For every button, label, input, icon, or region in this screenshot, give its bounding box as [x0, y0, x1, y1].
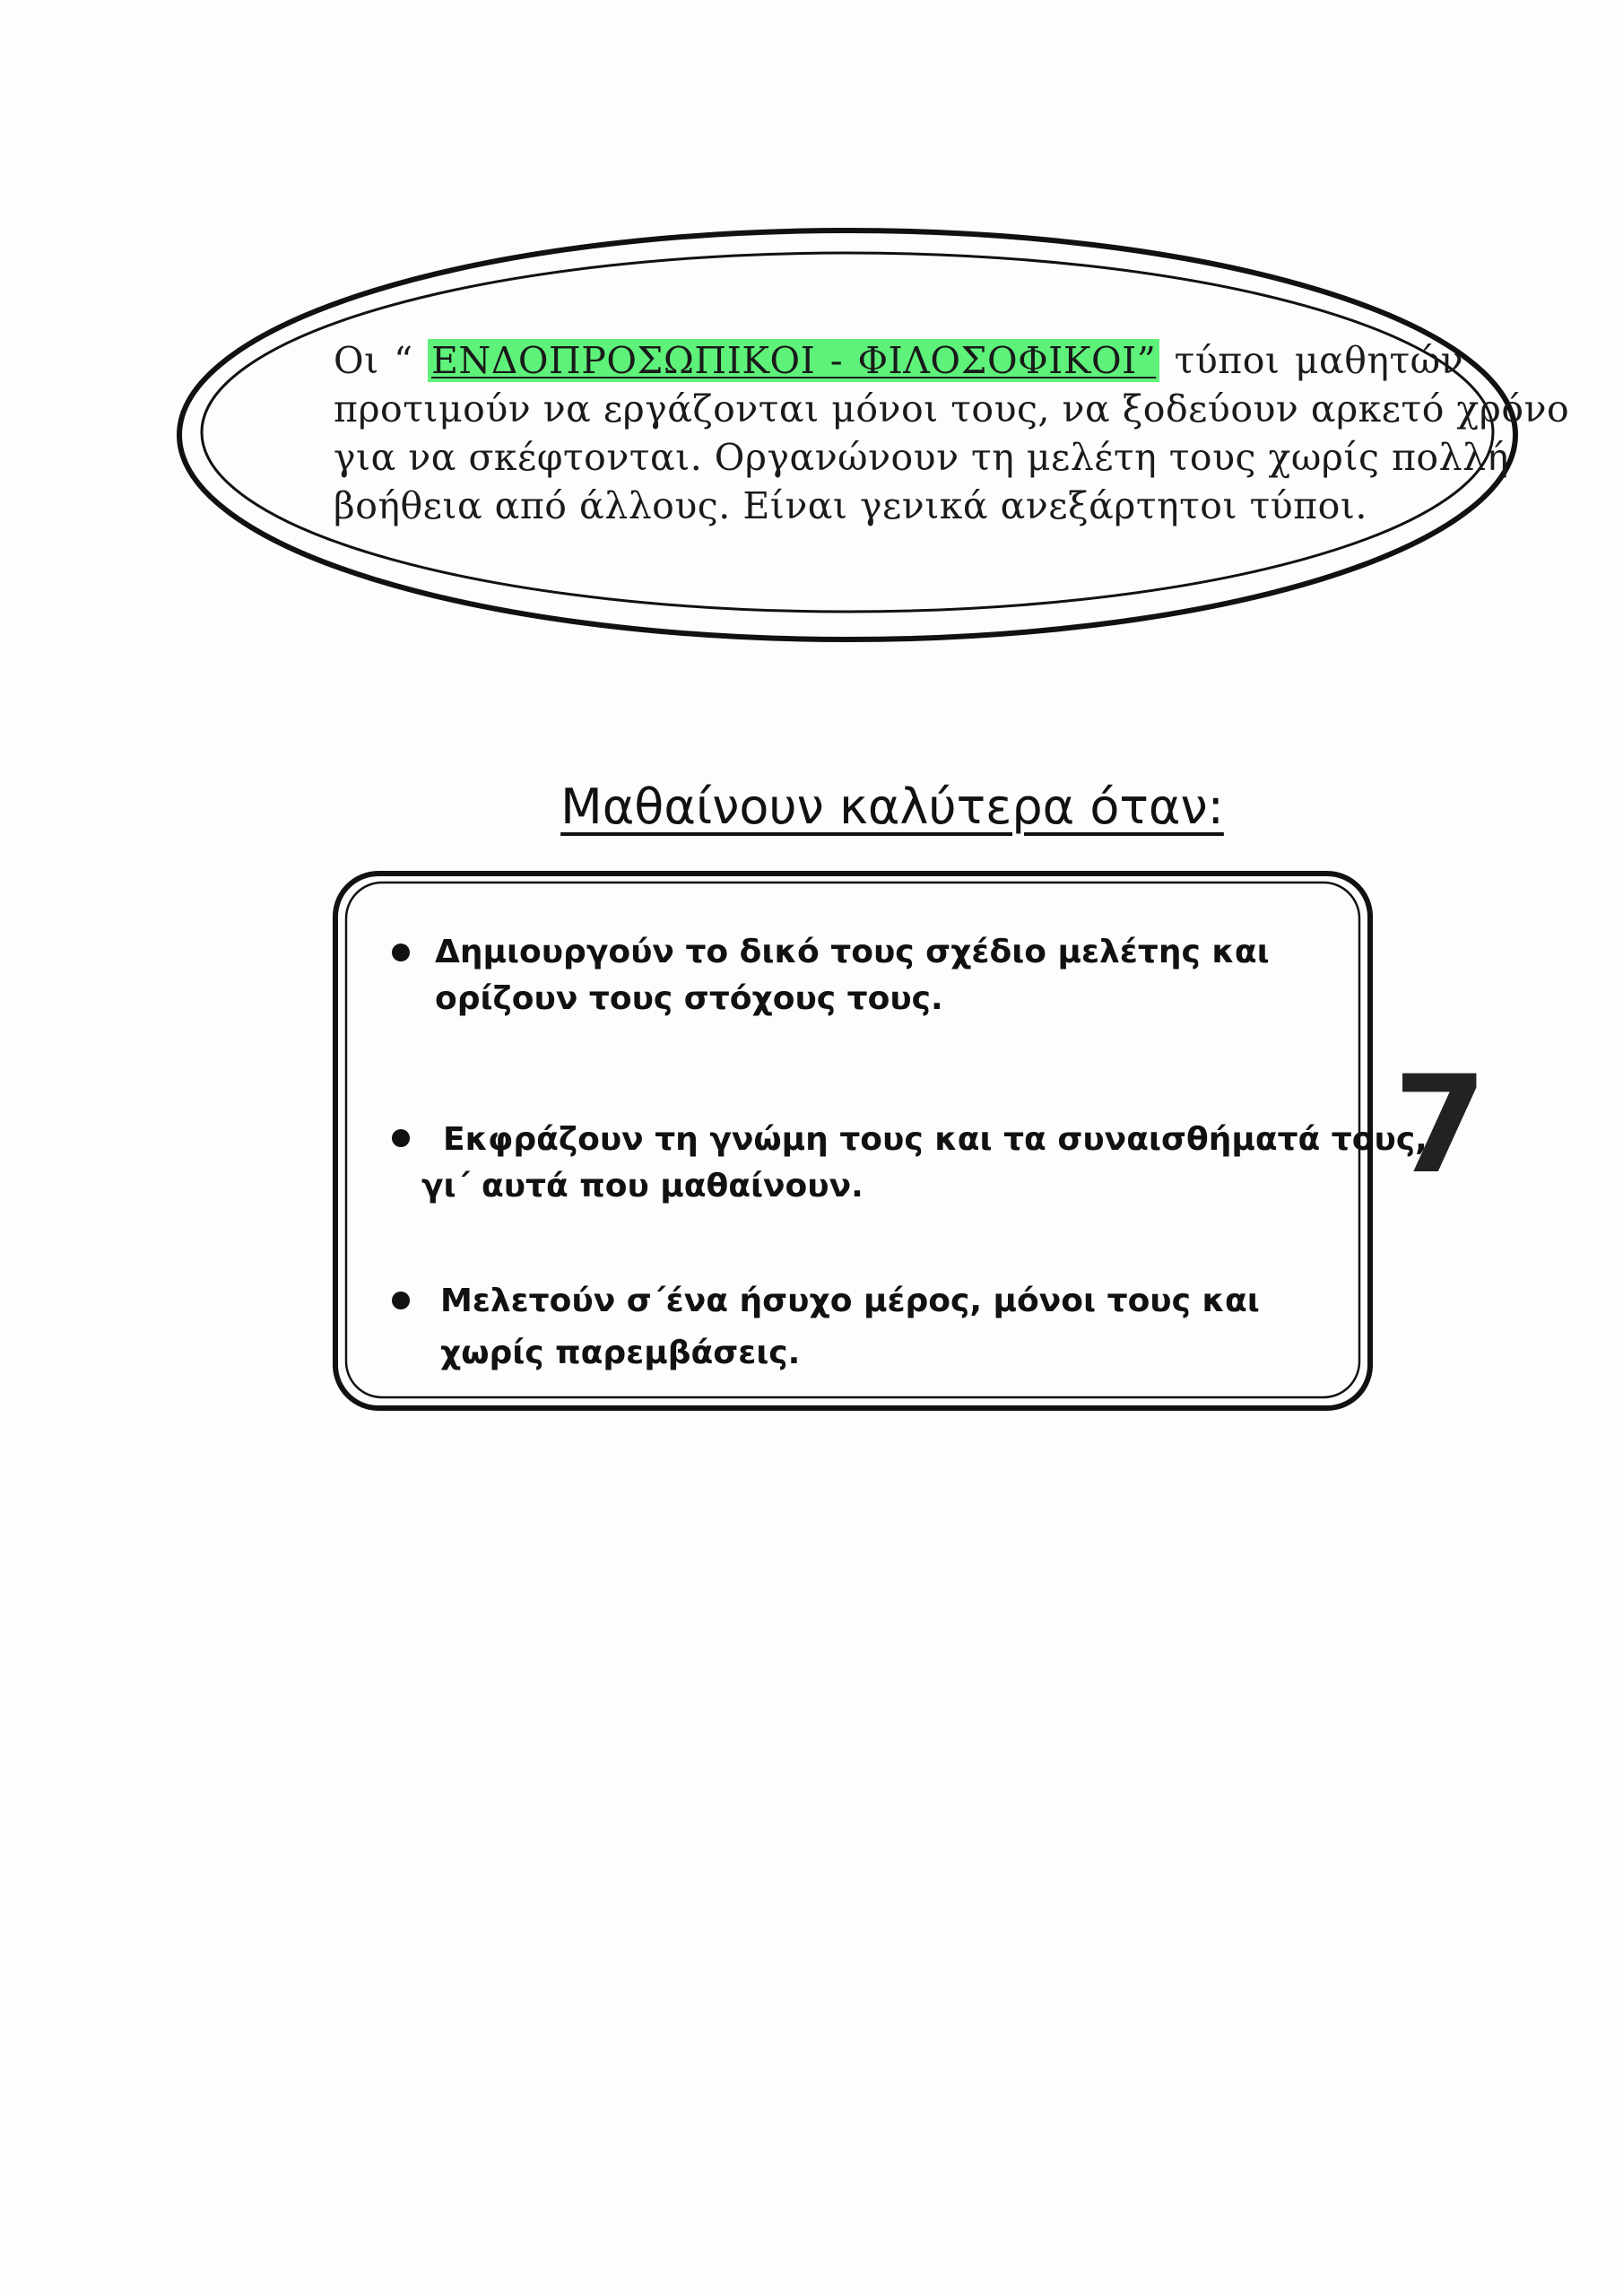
bullet-1-line-2: ορίζουν τους στόχους τους.	[435, 980, 943, 1017]
callout-line-4: βοήθεια από άλλους. Είναι γενικά ανεξάρτητοι τύποι.	[334, 484, 1367, 527]
bullet-2-line-1: Εκφράζουν τη γνώμη τους και τα συναισθήματά τους,	[443, 1121, 1428, 1158]
bullet-3-line-2: χωρίς παρεμβάσεις.	[440, 1335, 801, 1371]
bullet-2-line-2: γι΄ αυτά που μαθαίνουν.	[421, 1168, 864, 1205]
bullet-item-1	[435, 929, 1270, 1022]
callout-text	[334, 336, 1570, 530]
callout-line-2: προτιμούν να εργάζονται μόνοι τους, να ξοδεύουν αρκετό χρόνο	[334, 387, 1570, 430]
bullet-item-2	[421, 1117, 1428, 1210]
callout-line-3: για να σκέφτονται. Οργανώνουν τη μελέτη τους χωρίς πολλή	[334, 436, 1509, 479]
callout-highlight: ΕΝΔΟΠΡΟΣΩΠΙΚΟΙ - ΦΙΛΟΣΟΦΙΚΟΙ”	[428, 339, 1159, 382]
page-number: 7	[1393, 1048, 1488, 1204]
section-heading-text: Μαθαίνουν καλύτερα όταν:	[560, 778, 1224, 835]
bullet-dot-1	[392, 944, 410, 961]
bullet-dot-3	[392, 1292, 410, 1309]
bullet-1-line-1: Δημιουργούν το δικό τους σχέδιο μελέτης και	[435, 934, 1270, 970]
callout-line-1-pre: Οι “	[334, 339, 413, 382]
bullet-3-line-1: Μελετούν σ΄ένα ήσυχο μέρος, μόνοι τους και	[440, 1283, 1260, 1319]
bullet-item-3	[440, 1278, 1260, 1377]
callout-line-1-post: τύποι μαθητών	[1159, 339, 1463, 382]
bullet-dot-2	[392, 1129, 410, 1147]
callout-line-1	[334, 336, 1463, 385]
section-heading	[0, 778, 1623, 835]
